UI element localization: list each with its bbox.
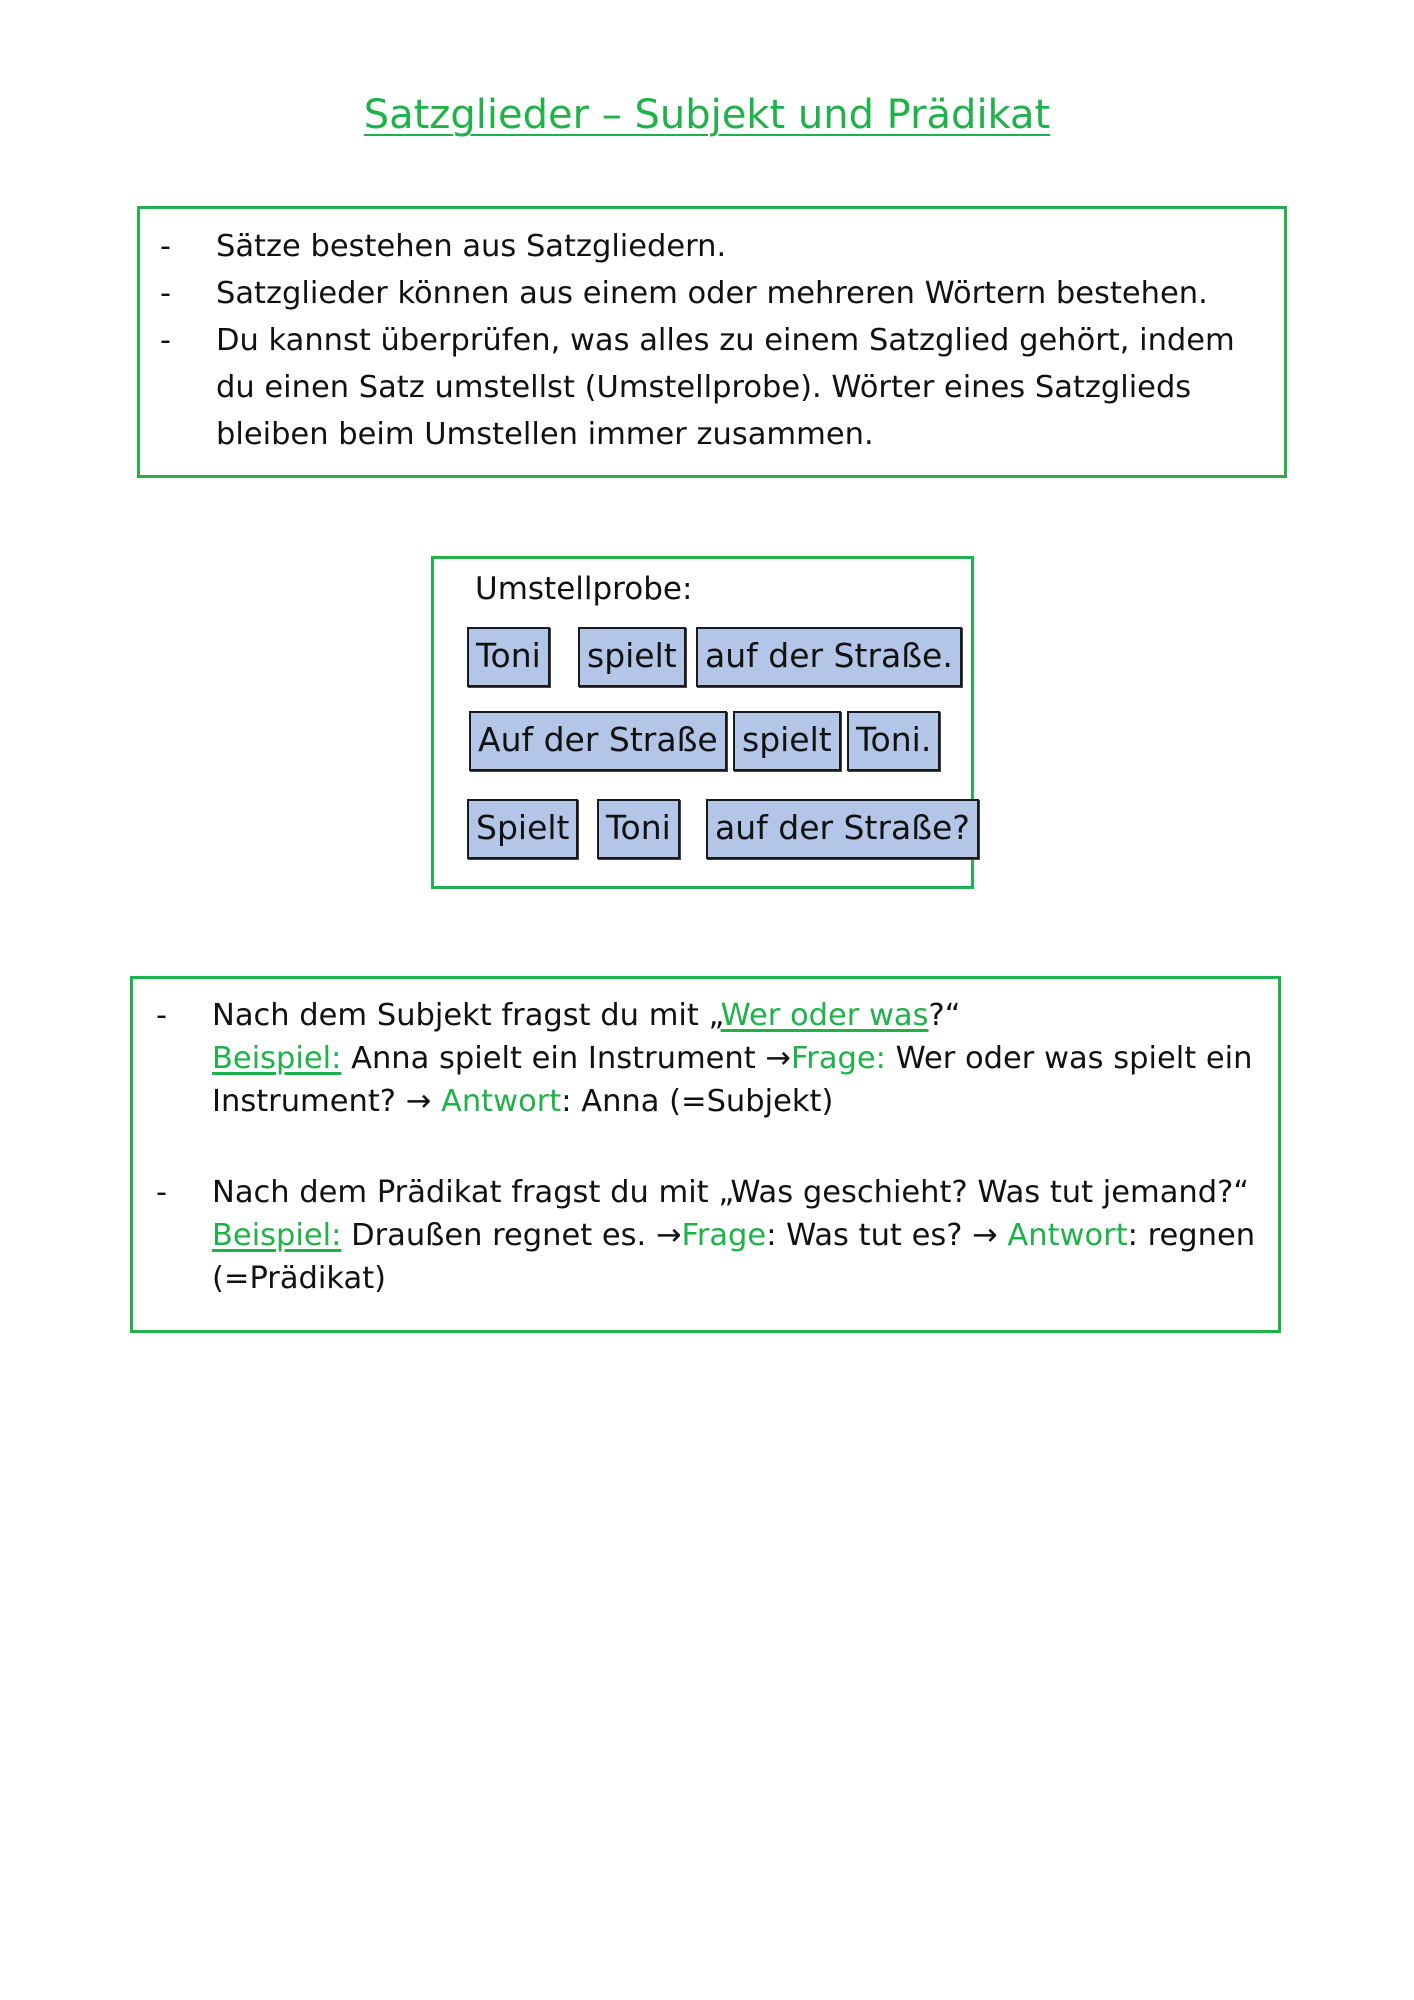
word-chip: Spielt — [467, 799, 578, 859]
frage-label: Frage: — [790, 1041, 886, 1076]
rule-text: Sätze bestehen aus Satzgliedern. — [216, 229, 727, 264]
arrow-icon: → — [655, 1218, 682, 1253]
frage-text: Wer oder was spielt ein Instrument? — [212, 1041, 1253, 1119]
umstellprobe-label: Umstellprobe: — [475, 571, 693, 607]
list-item: - Du kannst überprüfen, was alles zu einem Satzglied gehört, indem du einen Satz umstellst (Umstellprobe). Wörter eines Satzglieds bleiben beim Umstellen immer zusammen. — [160, 323, 1235, 452]
list-item: - Sätze bestehen aus Satzgliedern. — [160, 229, 727, 264]
word-chip: Auf der Straße — [469, 711, 727, 771]
arrow-icon: → — [972, 1218, 1008, 1253]
praedikat-intro: Nach dem Prädikat fragst du mit „Was geschieht? Was tut jemand?“ — [212, 1175, 1250, 1210]
beispiel-label: Beispiel: — [212, 1041, 342, 1076]
subjekt-intro-end: ?“ — [928, 998, 961, 1033]
word-chip: Toni — [467, 627, 550, 687]
questions-box — [130, 976, 1281, 1333]
word-chip: spielt — [578, 627, 686, 687]
subjekt-question: Wer oder was — [720, 998, 929, 1033]
arrow-icon: → — [405, 1084, 441, 1119]
arrow-icon: → — [765, 1041, 791, 1076]
questions-list — [154, 994, 1264, 1300]
beispiel-label: Beispiel: — [212, 1218, 342, 1253]
word-chip: Toni — [597, 799, 680, 859]
word-chip: spielt — [733, 711, 841, 771]
word-chip: auf der Straße? — [706, 799, 979, 859]
rule-text: Du kannst überprüfen, was alles zu einem Satzglied gehört, indem du einen Satz umstellst (Umstellprobe). Wörter eines Satzglieds bleiben beim Umstellen immer zusammen. — [216, 323, 1235, 452]
umstellprobe-box — [431, 556, 974, 889]
list-item: - Nach dem Subjekt fragst du mit „Wer oder was?“ Beispiel: Anna spielt ein Instrument →Frage: Wer oder was spielt ein Instrument? → Antwort: Anna (=Subjekt) — [156, 998, 1253, 1119]
antwort-text: : Anna (=Subjekt) — [561, 1084, 834, 1119]
rules-list — [158, 223, 1268, 458]
list-item: - Satzglieder können aus einem oder mehreren Wörtern bestehen. — [160, 276, 1208, 311]
word-chip: Toni. — [847, 711, 940, 771]
beispiel-text: Draußen regnet es. — [341, 1218, 656, 1253]
page-title: Satzglieder – Subjekt und Prädikat — [363, 92, 1051, 138]
word-chip: auf der Straße. — [696, 627, 962, 687]
frage-label: Frage — [681, 1218, 767, 1253]
rule-text: Satzglieder können aus einem oder mehreren Wörtern bestehen. — [216, 276, 1208, 311]
rules-box — [137, 206, 1287, 478]
beispiel-text: Anna spielt ein Instrument — [341, 1041, 766, 1076]
subjekt-intro: Nach dem Subjekt fragst du mit „ — [212, 998, 721, 1033]
antwort-text: : regnen (=Prädikat) — [212, 1218, 1256, 1296]
antwort-label: Antwort — [1007, 1218, 1128, 1253]
list-item: - Nach dem Prädikat fragst du mit „Was geschieht? Was tut jemand?“ Beispiel: Draußen regnet es. →Frage: Was tut es? → Antwort: regnen (=Prädikat) — [156, 1175, 1256, 1296]
antwort-label: Antwort — [440, 1084, 562, 1119]
frage-text: : Was tut es? — [766, 1218, 973, 1253]
